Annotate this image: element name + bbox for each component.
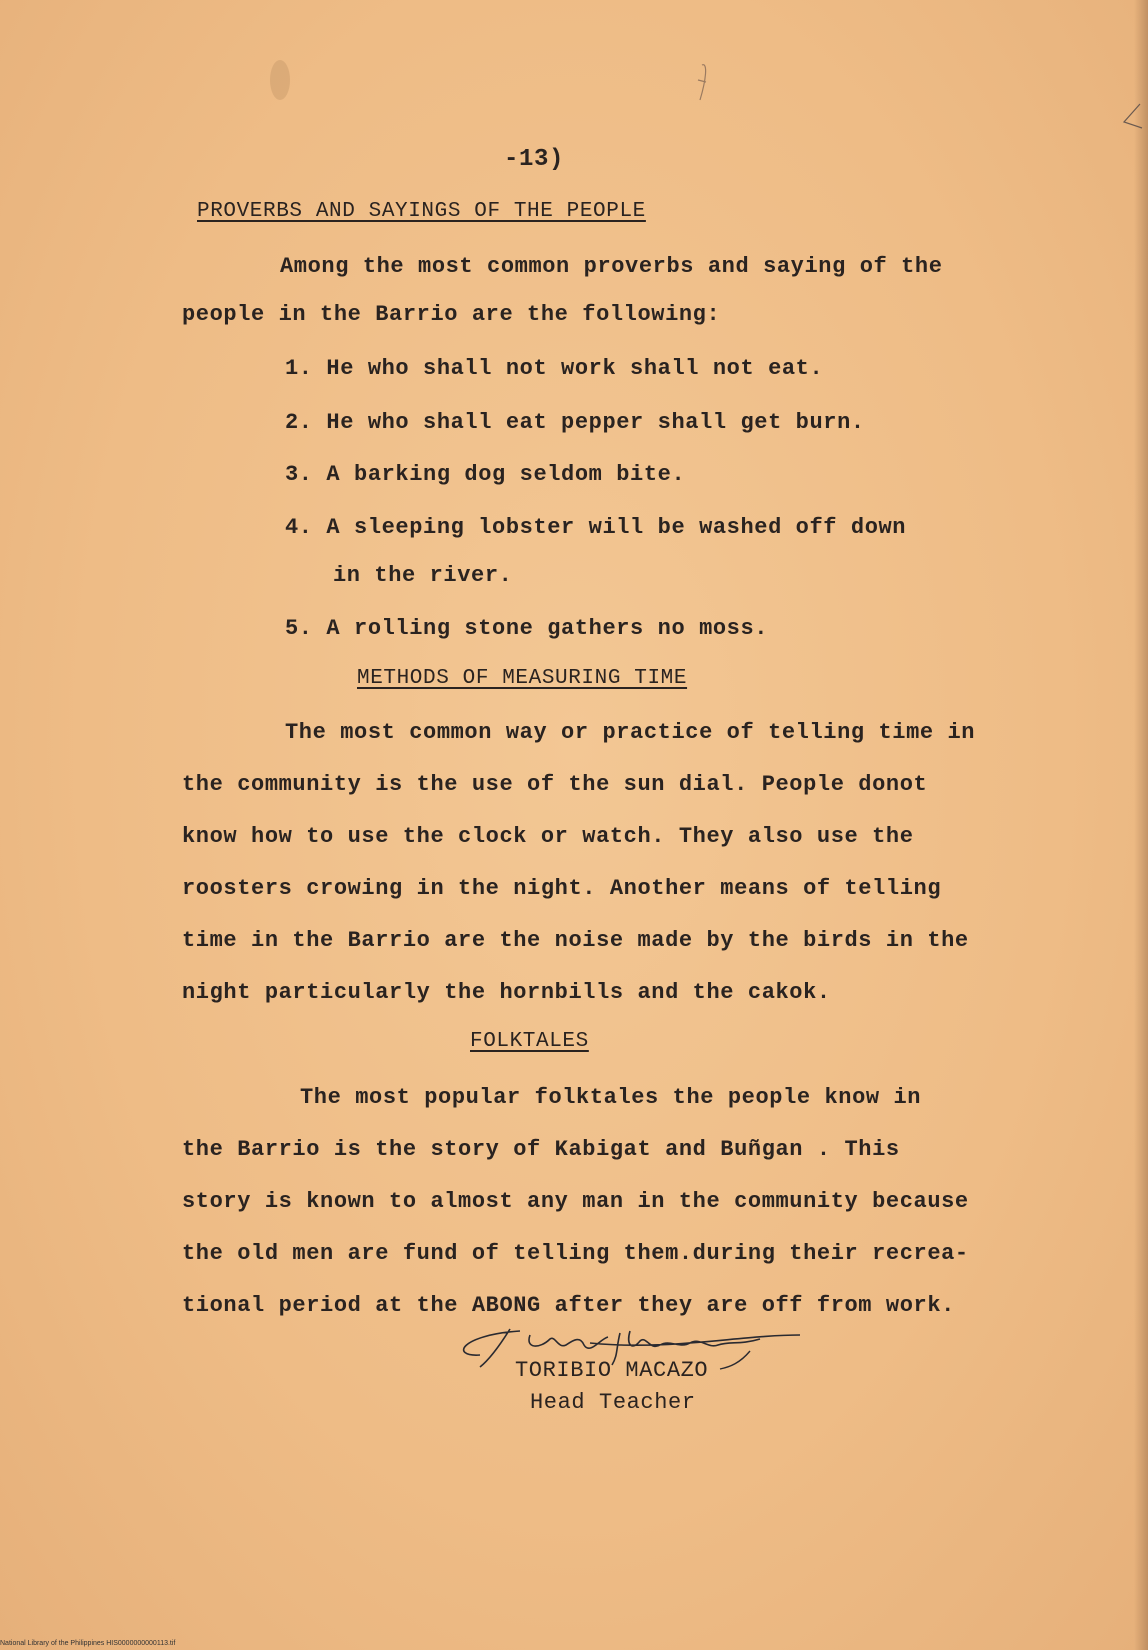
proverb-item-continuation: in the river.: [333, 563, 513, 588]
proverbs-intro-line: Among the most common proverbs and saying of the: [280, 254, 943, 279]
time-paragraph-line: night particularly the hornbills and the cakok.: [182, 980, 831, 1005]
stain: [270, 60, 290, 100]
pencil-tick-icon: [1120, 100, 1146, 140]
paper-edge-shadow: [1134, 0, 1148, 1650]
proverb-item: 3. A barking dog seldom bite.: [285, 462, 686, 487]
heading-folktales: FOLKTALES: [470, 1030, 589, 1053]
proverb-item: 2. He who shall eat pepper shall get burn.: [285, 410, 865, 435]
archive-footer: National Library of the Philippines HIS0000000000113.tif: [0, 1640, 176, 1647]
proverb-item: 4. A sleeping lobster will be washed off down: [285, 515, 907, 540]
heading-measuring-time: METHODS OF MEASURING TIME: [357, 667, 688, 690]
proverb-item: 5. A rolling stone gathers no moss.: [285, 616, 769, 641]
time-paragraph-line: roosters crowing in the night. Another means of telling: [182, 876, 942, 901]
heading-proverbs: PROVERBS AND SAYINGS OF THE PEOPLE: [197, 200, 646, 223]
time-paragraph-line: the community is the use of the sun dial. People donot: [182, 772, 928, 797]
page-number: -13): [504, 146, 565, 173]
proverb-item: 1. He who shall not work shall not eat.: [285, 356, 824, 381]
pencil-mark-icon: [690, 60, 720, 110]
folktales-paragraph-line: story is known to almost any man in the community because: [182, 1189, 969, 1214]
folktales-paragraph-line: tional period at the ABONG after they are off from work.: [182, 1293, 955, 1318]
time-paragraph-line: know how to use the clock or watch. They also use the: [182, 824, 914, 849]
folktales-paragraph-line: the Barrio is the story of Kabigat and Buñgan . This: [182, 1137, 900, 1162]
proverbs-intro-line: people in the Barrio are the following:: [182, 302, 721, 327]
signatory-name: TORIBIO MACAZO: [515, 1358, 709, 1383]
signatory-title: Head Teacher: [530, 1390, 696, 1415]
time-paragraph-line: The most common way or practice of telling time in: [285, 720, 976, 745]
folktales-paragraph-line: the old men are fund of telling them.during their recrea-: [182, 1241, 969, 1266]
time-paragraph-line: time in the Barrio are the noise made by the birds in the: [182, 928, 969, 953]
folktales-paragraph-line: The most popular folktales the people know in: [300, 1085, 922, 1110]
